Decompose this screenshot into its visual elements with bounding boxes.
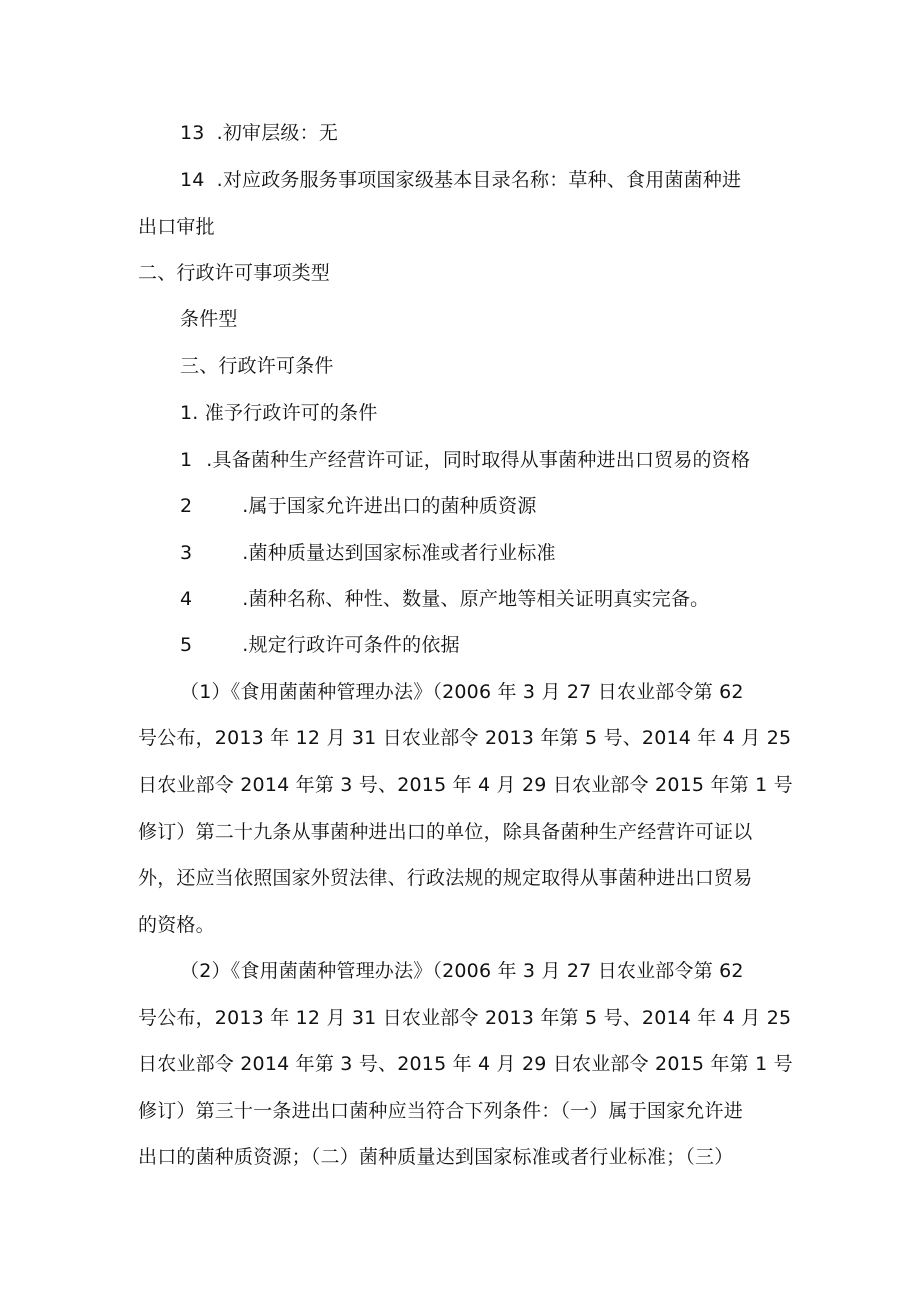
item-13-text: .初审层级：无 xyxy=(216,122,339,144)
basis-2-line-3: 日农业部令 2014 年第 3 号、2015 年 4 月 29 日农业部令 2015 年第 1 号 xyxy=(138,1053,793,1075)
basis-1-line-4: 修订）第二十九条从事菌种进出口的单位，除具备菌种生产经营许可证以 xyxy=(138,821,753,843)
condition-3 xyxy=(180,540,556,566)
item-13 xyxy=(180,120,338,146)
condition-2-text: .属于国家允许进出口的菌种质资源 xyxy=(242,495,537,517)
condition-5 xyxy=(180,632,460,658)
section-3-heading: 三、行政许可条件 xyxy=(180,355,334,377)
basis-1-line-5: 外，还应当依照国家外贸法律、行政法规的规定取得从事菌种进出口贸易 xyxy=(138,867,753,889)
condition-3-text: .菌种质量达到国家标准或者行业标准 xyxy=(242,542,556,564)
basis-1-line-1: （1）《食用菌菌种管理办法》（2006 年 3 月 27 日农业部令第 62 xyxy=(180,681,744,703)
condition-4 xyxy=(180,586,709,612)
section-3-subheading: 1. 准予行政许可的条件 xyxy=(180,402,378,424)
item-13-number: 13 xyxy=(180,122,205,144)
section-2-heading: 二、行政许可事项类型 xyxy=(138,262,331,284)
condition-3-number: 3 xyxy=(180,542,193,564)
basis-2-line-5: 出口的菌种质资源；（二）菌种质量达到国家标准或者行业标准；（三） xyxy=(138,1146,734,1168)
item-14-text: .对应政务服务事项国家级基本目录名称：草种、食用菌菌种进 xyxy=(216,169,742,191)
item-14-continuation: 出口审批 xyxy=(138,216,215,238)
basis-1-line-2: 号公布，2013 年 12 月 31 日农业部令 2013 年第 5 号、2014 年 4 月 25 xyxy=(138,727,792,749)
section-2-value: 条件型 xyxy=(180,308,238,330)
condition-1 xyxy=(180,447,750,473)
condition-5-text: .规定行政许可条件的依据 xyxy=(242,634,460,656)
condition-4-number: 4 xyxy=(180,588,193,610)
condition-2 xyxy=(180,493,537,519)
item-14-number: 14 xyxy=(180,169,205,191)
basis-2-line-2: 号公布，2013 年 12 月 31 日农业部令 2013 年第 5 号、2014 年 4 月 25 xyxy=(138,1007,792,1029)
basis-2-line-4: 修订）第三十一条进出口菌种应当符合下列条件：（一）属于国家允许进 xyxy=(138,1100,743,1122)
condition-1-number: 1 xyxy=(180,449,193,471)
basis-2-line-1: （2）《食用菌菌种管理办法》（2006 年 3 月 27 日农业部令第 62 xyxy=(180,960,744,982)
condition-1-text: .具备菌种生产经营许可证，同时取得从事菌种进出口贸易的资格 xyxy=(206,449,751,471)
basis-1-line-3: 日农业部令 2014 年第 3 号、2015 年 4 月 29 日农业部令 2015 年第 1 号 xyxy=(138,774,793,796)
basis-1-line-6: 的资格。 xyxy=(138,914,215,936)
condition-4-text: .菌种名称、种性、数量、原产地等相关证明真实完备。 xyxy=(242,588,710,610)
condition-5-number: 5 xyxy=(180,634,193,656)
item-14 xyxy=(180,167,741,193)
condition-2-number: 2 xyxy=(180,495,193,517)
